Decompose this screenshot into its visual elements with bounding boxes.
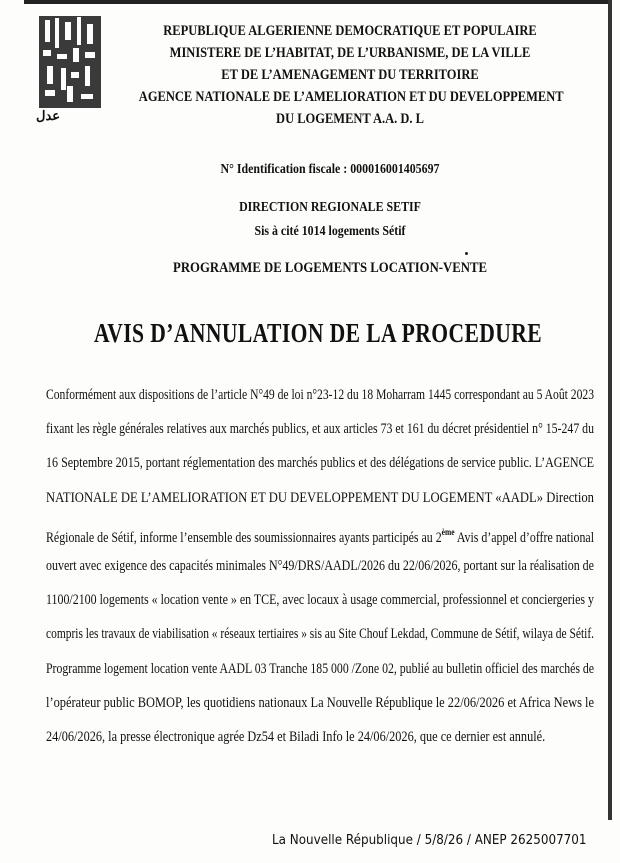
header-line: MINISTERE DE L’HABITAT, DE L’URBANISME, DE LA VILLE — [169, 45, 531, 61]
body-line: NATIONALE DE L’AMELIORATION ET DU DEVELOPPEMENT DU LOGEMENT «AADL» Direction — [46, 489, 594, 506]
body-line: 24/06/2026, la presse électronique agrée Dz54 et Biladi Info le 24/06/2026, que ce dernier est annulé. — [46, 728, 546, 745]
fiscal-id: N° Identification fiscale : 000016001405697 — [220, 162, 440, 177]
notice-body — [46, 378, 594, 754]
body-line: fixant les règle générales relatives aux marchés publics, et aux articles 73 et 161 du décret présidentiel n° 15-247 du — [46, 421, 594, 438]
body-line: l’opérateur public BOMOP, les quotidiens nationaux La Nouvelle République le 22/06/2026 et Africa News le — [46, 694, 594, 711]
ordinal-superscript: ème — [441, 526, 455, 537]
programme-title: PROGRAMME DE LOGEMENTS LOCATION-VENTE — [173, 260, 487, 276]
body-line: Programme logement location vente AADL 03 Tranche 185 000 /Zone 02, publié au bulletin officiel des marchés de — [46, 660, 594, 677]
body-line: Régionale de Sétif, informe l’ensemble des soumissionnaires ayants participés au 2ème Avis d’appel d’offre national — [46, 526, 594, 546]
body-line: 1100/2100 logements « location vente » en TCE, avec locaux à usage commercial, professionnel et conciergeries y — [46, 592, 594, 609]
publication-footer: La Nouvelle République / 5/8/26 / ANEP 2625007701 — [272, 833, 587, 848]
direction-block — [143, 196, 517, 244]
notice-title: AVIS D’ANNULATION DE LA PROCEDURE — [94, 318, 543, 348]
header-line: REPUBLIQUE ALGERIENNE DEMOCRATIQUE ET POPULAIRE — [163, 23, 537, 39]
speck — [465, 252, 468, 255]
body-line: 16 Septembre 2015, portant réglementation des marchés publics et des délégations de service public. L’AGENCE — [46, 455, 594, 472]
body-line: compris les travaux de viabilisation « réseaux tertiaires » sis au Site Chouf Lekdad, Commune de Sétif, wilaya de Sétif. — [46, 626, 594, 643]
body-line: Conformément aux dispositions de l’article N°49 de loi n°23-12 du 18 Moharram 1445 correspondant au 5 Août 2023 — [46, 387, 594, 403]
direction-name: DIRECTION REGIONALE SETIF — [239, 200, 421, 215]
letterhead — [138, 20, 564, 130]
top-border — [24, 0, 612, 4]
header-line: AGENCE NATIONALE DE L’AMELIORATION ET DU DEVELOPPEMENT — [138, 89, 564, 105]
right-border — [608, 0, 612, 820]
direction-address: Sis à cité 1014 logements Sétif — [254, 224, 406, 239]
header-line: DU LOGEMENT A.A. D. L — [276, 111, 424, 127]
aadl-logo-icon — [37, 14, 103, 114]
logo-text: ﻋﺪﻝ — [36, 108, 61, 123]
body-line: ouvert avec exigence des capacités minimales N°49/DRS/AADL/2026 du 22/06/2026, portant sur la réalisation de — [46, 557, 594, 574]
header-line: ET DE L’AMENAGEMENT DU TERRITOIRE — [221, 67, 479, 83]
